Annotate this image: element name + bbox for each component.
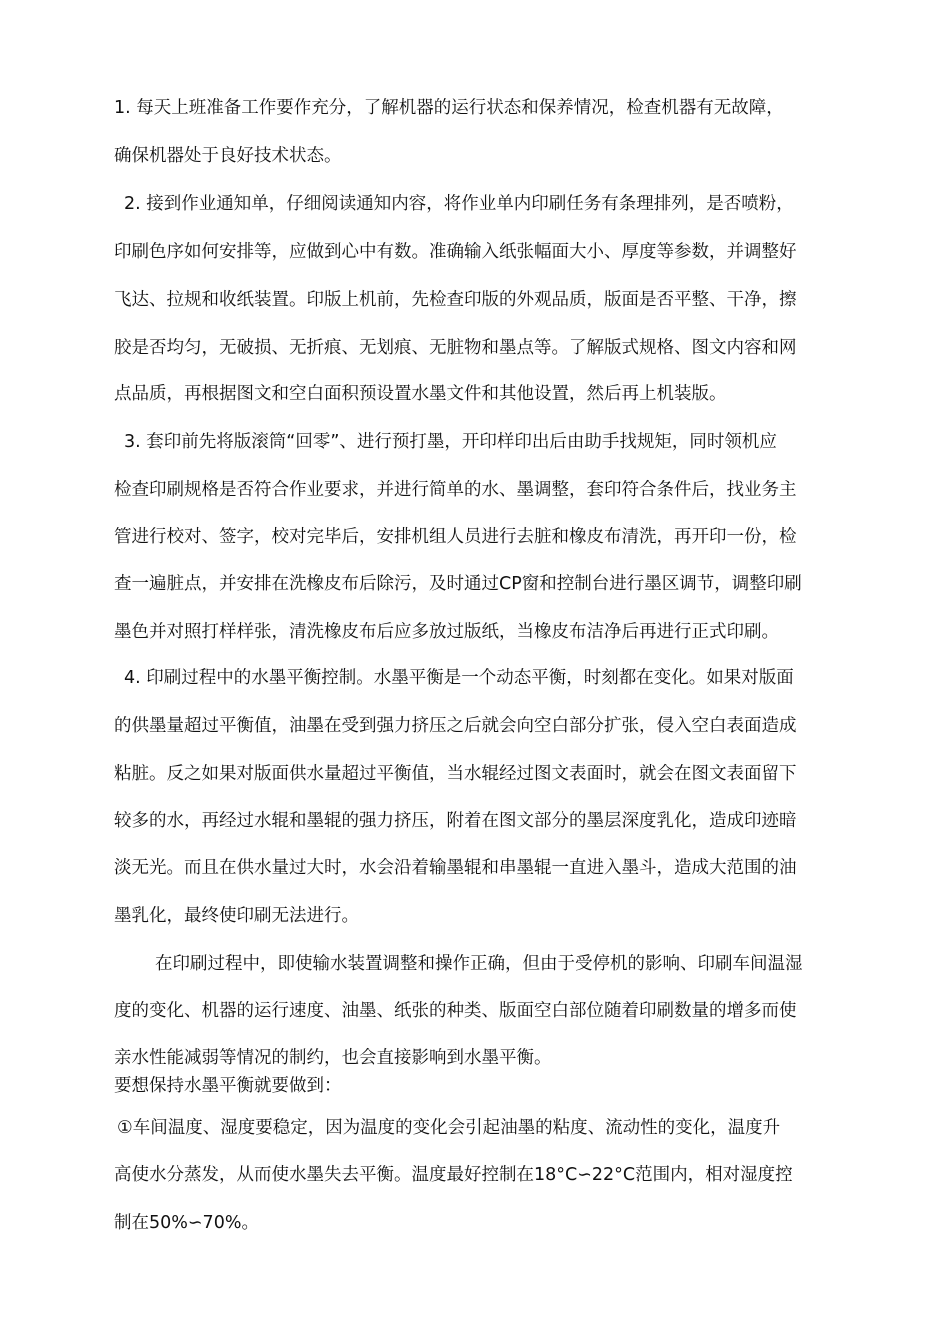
- paragraph-3-line-1: 3. 套印前先将版滚筒“回零”、进行预打墨，开印样印出后由助手找规矩，同时领机应: [124, 432, 777, 452]
- paragraph-3-line-3: 管进行校对、签字，校对完毕后，安排机组人员进行去脏和橡皮布清洗，再开印一份，检: [114, 527, 797, 547]
- paragraph-4-line-4: 较多的水，再经过水辊和墨辊的强力挤压，附着在图文部分的墨层深度乳化，造成印迹暗: [114, 811, 797, 831]
- paragraph-4-line-3: 粘脏。反之如果对版面供水量超过平衡值，当水辊经过图文表面时，就会在图文表面留下: [114, 764, 797, 784]
- paragraph-2-line-4: 胶是否均匀，无破损、无折痕、无划痕、无脏物和墨点等。了解版式规格、图文内容和网: [114, 338, 797, 358]
- item-1-line-3: 制在50%∽70%。: [114, 1213, 259, 1233]
- paragraph-2-line-3: 飞达、拉规和收纸装置。印版上机前，先检查印版的外观品质，版面是否平整、干净，擦: [114, 290, 797, 310]
- paragraph-3-line-4: 查一遍脏点，并安排在洗橡皮布后除污，及时通过CP窗和控制台进行墨区调节，调整印刷: [114, 574, 802, 594]
- paragraph-2-line-5: 点品质，再根据图文和空白面积预设置水墨文件和其他设置，然后再上机装版。: [114, 384, 727, 404]
- paragraph-5-line-3: 亲水性能减弱等情况的制约，也会直接影响到水墨平衡。: [114, 1048, 552, 1068]
- section-heading: 要想保持水墨平衡就要做到：: [114, 1076, 342, 1096]
- paragraph-4-line-1: 4. 印刷过程中的水墨平衡控制。水墨平衡是一个动态平衡，时刻都在变化。如果对版面: [124, 668, 794, 688]
- item-1-line-1: ①车间温度、湿度要稳定，因为温度的变化会引起油墨的粘度、流动性的变化，温度升: [117, 1118, 781, 1138]
- paragraph-1-line-2: 确保机器处于良好技术状态。: [114, 146, 342, 166]
- paragraph-4-line-5: 淡无光。而且在供水量过大时，水会沿着输墨辊和串墨辊一直进入墨斗，造成大范围的油: [114, 858, 797, 878]
- paragraph-5-line-2: 度的变化、机器的运行速度、油墨、纸张的种类、版面空白部位随着印刷数量的增多而使: [114, 1001, 797, 1021]
- paragraph-3-line-2: 检查印刷规格是否符合作业要求，并进行简单的水、墨调整，套印符合条件后，找业务主: [114, 480, 797, 500]
- paragraph-3-line-5: 墨色并对照打样样张，清洗橡皮布后应多放过版纸，当橡皮布洁净后再进行正式印刷。: [114, 622, 779, 642]
- paragraph-2-line-1: 2. 接到作业通知单，仔细阅读通知内容，将作业单内印刷任务有条理排列，是否喷粉，: [124, 194, 794, 214]
- paragraph-2-line-2: 印刷色序如何安排等，应做到心中有数。准确输入纸张幅面大小、厚度等参数，并调整好: [114, 242, 797, 262]
- item-1-line-2: 高使水分蒸发，从而使水墨失去平衡。温度最好控制在18°C∽22°C范围内，相对湿度控: [114, 1165, 793, 1185]
- paragraph-5-line-1: 在印刷过程中，即使输水装置调整和操作正确，但由于受停机的影响、印刷车间温湿: [155, 954, 803, 974]
- paragraph-4-line-6: 墨乳化，最终使印刷无法进行。: [114, 906, 359, 926]
- paragraph-4-line-2: 的供墨量超过平衡值，油墨在受到强力挤压之后就会向空白部分扩张，侵入空白表面造成: [114, 716, 797, 736]
- paragraph-1-line-1: 1. 每天上班准备工作要作充分，了解机器的运行状态和保养情况，检查机器有无故障，: [114, 98, 784, 118]
